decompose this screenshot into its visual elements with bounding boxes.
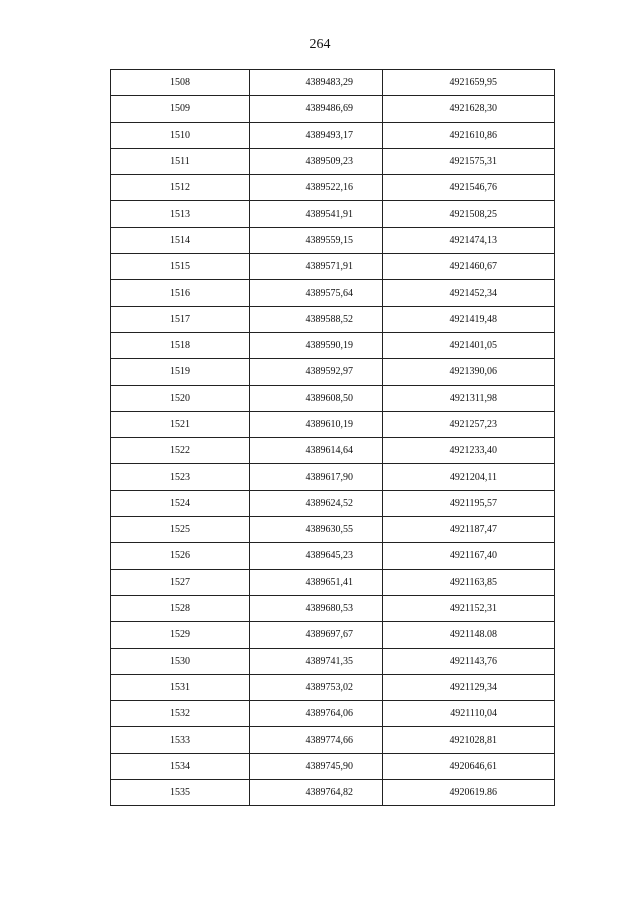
y-coordinate-cell: 4921167,40 (383, 543, 555, 569)
y-coordinate-cell: 4921546,76 (383, 175, 555, 201)
point-number-cell: 1529 (111, 622, 250, 648)
x-coordinate-cell: 4389764,06 (250, 701, 383, 727)
x-coordinate-cell: 4389608,50 (250, 385, 383, 411)
x-coordinate-cell: 4389559,15 (250, 227, 383, 253)
point-number-cell: 1531 (111, 674, 250, 700)
table-row (111, 753, 555, 779)
y-coordinate-cell: 4921311,98 (383, 385, 555, 411)
x-coordinate-cell: 4389571,91 (250, 254, 383, 280)
table-row (111, 438, 555, 464)
table-row (111, 359, 555, 385)
x-coordinate-cell: 4389774,66 (250, 727, 383, 753)
table-row (111, 701, 555, 727)
x-coordinate-cell: 4389483,29 (250, 70, 383, 96)
y-coordinate-cell: 4921110,04 (383, 701, 555, 727)
x-coordinate-cell: 4389645,23 (250, 543, 383, 569)
point-number-cell: 1512 (111, 175, 250, 201)
point-number-cell: 1527 (111, 569, 250, 595)
x-coordinate-cell: 4389764,82 (250, 780, 383, 806)
y-coordinate-cell: 4921474,13 (383, 227, 555, 253)
table-row (111, 648, 555, 674)
point-number-cell: 1518 (111, 332, 250, 358)
y-coordinate-cell: 4921460,67 (383, 254, 555, 280)
point-number-cell: 1521 (111, 411, 250, 437)
table-row (111, 385, 555, 411)
point-number-cell: 1532 (111, 701, 250, 727)
x-coordinate-cell: 4389741,35 (250, 648, 383, 674)
table-row (111, 122, 555, 148)
point-number-cell: 1509 (111, 96, 250, 122)
point-number-cell: 1516 (111, 280, 250, 306)
x-coordinate-cell: 4389617,90 (250, 464, 383, 490)
y-coordinate-cell: 4921610,86 (383, 122, 555, 148)
table-row (111, 674, 555, 700)
y-coordinate-cell: 4921419,48 (383, 306, 555, 332)
point-number-cell: 1519 (111, 359, 250, 385)
point-number-cell: 1520 (111, 385, 250, 411)
x-coordinate-cell: 4389745,90 (250, 753, 383, 779)
table-row (111, 727, 555, 753)
table-row (111, 254, 555, 280)
x-coordinate-cell: 4389493,17 (250, 122, 383, 148)
table-row (111, 96, 555, 122)
point-number-cell: 1533 (111, 727, 250, 753)
y-coordinate-cell: 4921401,05 (383, 332, 555, 358)
table-row (111, 543, 555, 569)
page-number: 264 (309, 37, 331, 52)
y-coordinate-cell: 4921390,06 (383, 359, 555, 385)
point-number-cell: 1514 (111, 227, 250, 253)
x-coordinate-cell: 4389753,02 (250, 674, 383, 700)
table-row (111, 332, 555, 358)
x-coordinate-cell: 4389486,69 (250, 96, 383, 122)
y-coordinate-cell: 4921129,34 (383, 674, 555, 700)
point-number-cell: 1526 (111, 543, 250, 569)
y-coordinate-cell: 4921628,30 (383, 96, 555, 122)
y-coordinate-cell: 4921257,23 (383, 411, 555, 437)
x-coordinate-cell: 4389651,41 (250, 569, 383, 595)
point-number-cell: 1530 (111, 648, 250, 674)
point-number-cell: 1534 (111, 753, 250, 779)
x-coordinate-cell: 4389509,23 (250, 148, 383, 174)
table-row (111, 464, 555, 490)
table-row (111, 148, 555, 174)
table-row (111, 411, 555, 437)
point-number-cell: 1525 (111, 517, 250, 543)
x-coordinate-cell: 4389575,64 (250, 280, 383, 306)
y-coordinate-cell: 4920646,61 (383, 753, 555, 779)
x-coordinate-cell: 4389614,64 (250, 438, 383, 464)
table-body (111, 70, 555, 806)
y-coordinate-cell: 4921575,31 (383, 148, 555, 174)
table-row (111, 517, 555, 543)
point-number-cell: 1535 (111, 780, 250, 806)
table-row (111, 595, 555, 621)
y-coordinate-cell: 4921195,57 (383, 490, 555, 516)
table-row (111, 569, 555, 595)
x-coordinate-cell: 4389590,19 (250, 332, 383, 358)
table-row (111, 201, 555, 227)
table-row (111, 622, 555, 648)
point-number-cell: 1510 (111, 122, 250, 148)
y-coordinate-cell: 4921204,11 (383, 464, 555, 490)
table-row (111, 280, 555, 306)
y-coordinate-cell: 4921143,76 (383, 648, 555, 674)
y-coordinate-cell: 4920619.86 (383, 780, 555, 806)
y-coordinate-cell: 4921659,95 (383, 70, 555, 96)
point-number-cell: 1515 (111, 254, 250, 280)
x-coordinate-cell: 4389592,97 (250, 359, 383, 385)
x-coordinate-cell: 4389680,53 (250, 595, 383, 621)
y-coordinate-cell: 4921028,81 (383, 727, 555, 753)
x-coordinate-cell: 4389630,55 (250, 517, 383, 543)
y-coordinate-cell: 4921152,31 (383, 595, 555, 621)
y-coordinate-cell: 4921508,25 (383, 201, 555, 227)
x-coordinate-cell: 4389588,52 (250, 306, 383, 332)
point-number-cell: 1523 (111, 464, 250, 490)
x-coordinate-cell: 4389624,52 (250, 490, 383, 516)
table-row (111, 490, 555, 516)
coordinates-table (110, 69, 555, 806)
y-coordinate-cell: 4921187,47 (383, 517, 555, 543)
point-number-cell: 1511 (111, 148, 250, 174)
point-number-cell: 1524 (111, 490, 250, 516)
point-number-cell: 1513 (111, 201, 250, 227)
table-row (111, 227, 555, 253)
x-coordinate-cell: 4389610,19 (250, 411, 383, 437)
y-coordinate-cell: 4921452,34 (383, 280, 555, 306)
table-row (111, 175, 555, 201)
x-coordinate-cell: 4389522,16 (250, 175, 383, 201)
x-coordinate-cell: 4389541,91 (250, 201, 383, 227)
point-number-cell: 1522 (111, 438, 250, 464)
table-row (111, 780, 555, 806)
table-row (111, 70, 555, 96)
point-number-cell: 1508 (111, 70, 250, 96)
point-number-cell: 1517 (111, 306, 250, 332)
y-coordinate-cell: 4921233,40 (383, 438, 555, 464)
point-number-cell: 1528 (111, 595, 250, 621)
y-coordinate-cell: 4921148.08 (383, 622, 555, 648)
y-coordinate-cell: 4921163,85 (383, 569, 555, 595)
x-coordinate-cell: 4389697,67 (250, 622, 383, 648)
table-row (111, 306, 555, 332)
